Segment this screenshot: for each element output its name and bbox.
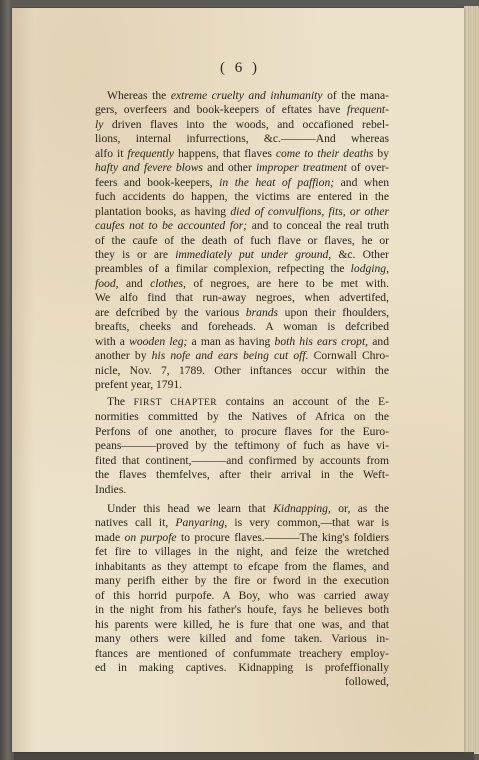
text-line bbox=[95, 425, 389, 439]
paragraph-whereas bbox=[95, 89, 389, 393]
text-line bbox=[95, 349, 389, 363]
text-run: Under this head we learn that bbox=[107, 502, 274, 515]
text-line bbox=[95, 103, 389, 117]
text-run: alfo it bbox=[95, 146, 128, 160]
paragraph-kidnapping bbox=[95, 502, 389, 690]
text-run: The bbox=[107, 395, 134, 408]
page-edge-stack bbox=[464, 6, 479, 754]
binding-shadow bbox=[14, 752, 474, 760]
text-line bbox=[95, 618, 389, 632]
text-line bbox=[95, 516, 389, 530]
italic-run: immediately put under ground, bbox=[175, 247, 332, 261]
italic-run: come to their deaths bbox=[275, 146, 374, 160]
paragraph-first-chapter bbox=[95, 395, 389, 497]
text-run: Cornwall Chro- bbox=[308, 349, 389, 363]
italic-run: ly bbox=[95, 117, 104, 131]
italic-run: in the heat of paffion; bbox=[219, 175, 335, 189]
text-run: of over- bbox=[346, 161, 390, 175]
text-run: inhabitants as they attempt to efcape from the flames, and bbox=[95, 559, 389, 573]
italic-run: died of convulfions, fits, or other bbox=[230, 204, 389, 218]
text-run: of the caufe of the death of fuch flave or flaves, he or bbox=[95, 233, 389, 247]
text-run: of negroes, are here to be met with. bbox=[185, 276, 389, 290]
text-line bbox=[95, 502, 389, 516]
italic-run: Panyaring, bbox=[175, 516, 228, 530]
text-run: followed, bbox=[344, 675, 389, 689]
text-run: contains an account of the E- bbox=[217, 395, 389, 408]
italic-run: frequently bbox=[127, 146, 174, 160]
text-line bbox=[95, 439, 389, 453]
text-line bbox=[95, 118, 389, 132]
text-run: a man as having bbox=[187, 334, 275, 348]
text-line bbox=[95, 545, 389, 559]
text-line bbox=[95, 531, 389, 545]
text-run: of this horrid purpofe. A Boy, who was carried away bbox=[95, 588, 389, 602]
text-line bbox=[95, 364, 389, 378]
text-run: preambles of a fimilar complexion, refpecting the bbox=[95, 262, 351, 276]
text-run: and when bbox=[334, 175, 390, 189]
text-run: peans———proved by the teftimony of fuch as have vi- bbox=[95, 439, 389, 453]
italic-run: food, bbox=[95, 276, 119, 290]
text-run: prefent year, 1791. bbox=[95, 378, 183, 392]
text-run: made bbox=[95, 530, 125, 544]
text-run: breafts, cheeks and foreheads. A woman is defcribed bbox=[95, 320, 389, 334]
text-run: gers, overfeers and book-keepers of eftates have bbox=[95, 103, 347, 117]
text-run: Perfons of one another, to procure flaves for the Euro- bbox=[95, 424, 389, 438]
text-line bbox=[95, 219, 389, 233]
italic-run: lodging, bbox=[350, 262, 389, 276]
text-run: many others were killed and fome taken. Various in- bbox=[95, 632, 389, 646]
text-run: and to conceal the real truth bbox=[247, 219, 390, 233]
text-run: Whereas the bbox=[107, 89, 171, 102]
italic-run: Kidnapping, bbox=[273, 502, 331, 515]
text-run: lions, internal infurrections, &c.———And whereas bbox=[95, 132, 389, 146]
italic-run: clothes, bbox=[150, 276, 186, 290]
text-run: upon their fhoulders, bbox=[278, 305, 389, 319]
text-run: to procure flaves.———The king's foldiers bbox=[176, 530, 389, 544]
text-run: and bbox=[368, 334, 390, 348]
text-run: We alfo find that run-away negroes, when advertifed, bbox=[95, 291, 389, 305]
italic-run: brands bbox=[245, 305, 279, 319]
text-run: ftances are mentioned of confummate treachery employ- bbox=[95, 646, 389, 660]
text-run: many perifh either by the fire or fword in the execution bbox=[95, 574, 389, 588]
small-caps-run: FIRST CHAPTER bbox=[133, 398, 218, 408]
text-run: nicle, Nov. 7, 1789. Other inftances occur within the bbox=[95, 363, 389, 377]
text-line bbox=[95, 89, 389, 103]
text-run: or, as the bbox=[330, 502, 390, 515]
text-run: ed in making captives. Kidnapping is profeffionally bbox=[95, 660, 389, 674]
page-number: ( 6 ) bbox=[220, 60, 260, 76]
text-run: normities committed by the Natives of Africa on the bbox=[95, 410, 389, 424]
text-run: another by bbox=[95, 349, 152, 363]
italic-run: extreme cruelty and inhumanity bbox=[170, 89, 323, 102]
text-line bbox=[95, 378, 389, 392]
text-line bbox=[95, 176, 389, 190]
text-line bbox=[95, 395, 389, 410]
text-line bbox=[95, 320, 389, 334]
text-line bbox=[95, 675, 389, 689]
text-run: &c. Other bbox=[331, 247, 389, 261]
text-run: with a bbox=[95, 334, 130, 348]
text-run: they is or are bbox=[95, 247, 176, 261]
text-run: of the mana- bbox=[322, 89, 390, 102]
text-run: Indies. bbox=[95, 482, 127, 496]
text-line bbox=[95, 335, 389, 349]
text-line bbox=[95, 560, 389, 574]
text-line bbox=[95, 589, 389, 603]
text-run: fited that continent,———and confirmed by accounts from bbox=[95, 453, 389, 467]
text-line bbox=[95, 483, 389, 497]
italic-run: improper treatment bbox=[255, 161, 347, 175]
text-run: and bbox=[118, 276, 151, 290]
text-run: are defcribed by the various bbox=[95, 305, 246, 319]
text-line bbox=[95, 291, 389, 305]
italic-run: on purpofe bbox=[124, 530, 177, 544]
text-run: is very common,—that war is bbox=[227, 516, 389, 530]
text-line bbox=[95, 410, 389, 424]
text-run: his parents were killed, he is fure that one was, and that bbox=[95, 617, 389, 631]
text-line bbox=[95, 277, 389, 291]
text-line bbox=[95, 468, 389, 482]
italic-run: frequent- bbox=[346, 103, 389, 117]
italic-run: his nofe and ears being cut off. bbox=[151, 349, 309, 363]
text-line bbox=[95, 161, 389, 175]
text-run: the flaves themfelves, after their arrival in the Weft- bbox=[95, 468, 389, 482]
text-line bbox=[95, 574, 389, 588]
text-line bbox=[95, 190, 389, 204]
text-line bbox=[95, 248, 389, 262]
italic-run: caufes not to be accounted for; bbox=[95, 219, 248, 233]
text-run: natives call it, bbox=[95, 516, 176, 530]
text-line bbox=[95, 147, 389, 161]
text-run: fet fire to villages in the night, and feize the wretched bbox=[95, 545, 389, 559]
text-line bbox=[95, 234, 389, 248]
text-line bbox=[95, 454, 389, 468]
text-line bbox=[95, 661, 389, 675]
text-run: in the night from his father's houfe, fays he believes both bbox=[95, 603, 389, 617]
text-line bbox=[95, 262, 389, 276]
text-line bbox=[95, 306, 389, 320]
text-line bbox=[95, 132, 389, 146]
text-line bbox=[95, 205, 389, 219]
text-run: driven flaves into the woods, and occafioned rebel- bbox=[103, 117, 389, 131]
text-line bbox=[95, 647, 389, 661]
text-run: fuch accidents do happen, the victims are entered in the bbox=[95, 190, 389, 204]
text-run: by bbox=[373, 146, 390, 160]
italic-run: wooden leg; bbox=[129, 334, 188, 348]
text-run: and other bbox=[202, 161, 256, 175]
text-run: feers and book-keepers, bbox=[95, 175, 220, 189]
italic-run: both his ears cropt, bbox=[274, 334, 369, 348]
italic-run: hafty and fevere blows bbox=[95, 161, 203, 175]
text-line bbox=[95, 632, 389, 646]
text-line bbox=[95, 603, 389, 617]
text-run: happens, that flaves bbox=[174, 146, 276, 160]
text-run: plantation books, as having bbox=[95, 204, 231, 218]
